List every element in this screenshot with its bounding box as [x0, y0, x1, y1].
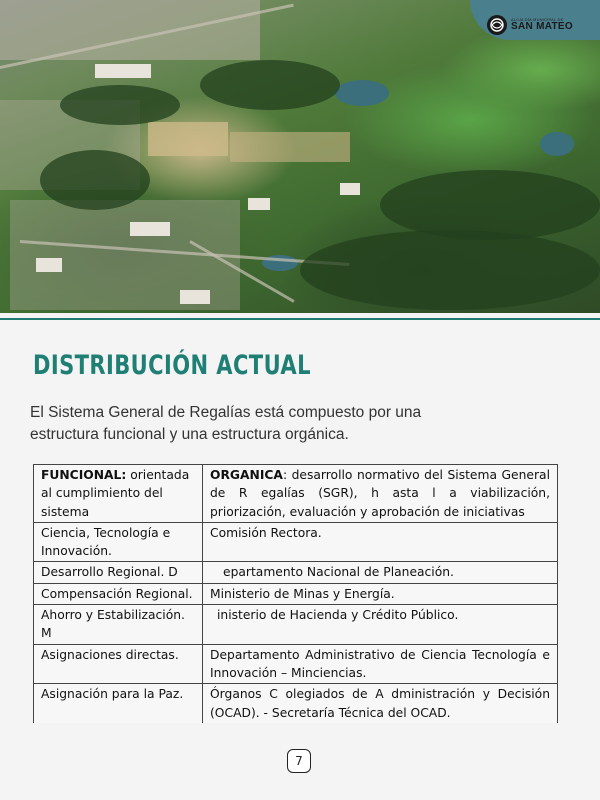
row-functional-cell: Ahorro y Estabilización. M: [34, 605, 203, 645]
header-funcional-label: FUNCIONAL:: [41, 468, 127, 482]
hero-aerial-photo: [0, 0, 600, 313]
header-organica-text: : desarrollo normativo del Sistema General de R egalías (SGR), h asta l a viabilización, priorización, evaluación y aprobación de iniciativas: [210, 468, 550, 519]
row-organic-cell: Departamento Administrativo de Ciencia Tecnología e Innovación – Minciencias.: [203, 644, 558, 684]
header-funcional-text: orientada al cumplimiento del sistema: [41, 468, 190, 519]
table-row: [34, 522, 558, 562]
row-functional-cell: Asignaciones directas.: [34, 644, 203, 684]
row-organic-cell: inisterio de Hacienda y Crédito Público.: [203, 605, 558, 645]
row-organic-cell: Comisión Rectora.: [203, 522, 558, 562]
row-functional-cell: Compensación Regional.: [34, 583, 203, 604]
header-funcional-cell: [34, 465, 203, 523]
table-row: [34, 583, 558, 604]
row-organic-cell: Ministerio de Minas y Energía.: [203, 583, 558, 604]
table-row: [34, 644, 558, 684]
logo-mark-icon: [487, 15, 507, 35]
table-row: [34, 684, 558, 723]
row-functional-cell: Desarrollo Regional. D: [34, 562, 203, 583]
municipal-logo: [487, 13, 587, 37]
header-organica-label: ORGANICA: [210, 468, 283, 482]
table-header-row: [34, 465, 558, 523]
logo-name: SAN MATEO: [511, 21, 573, 32]
page-number: 7: [287, 749, 311, 773]
header-organica-cell: [203, 465, 558, 523]
logo-small-text: ALCALDÍA MUNICIPAL DE: [511, 17, 564, 22]
row-organic-cell: epartamento Nacional de Planeación.: [203, 562, 558, 583]
row-organic-cell: Órganos C olegiados de A dministración y Decisión (OCAD). - Secretaría Técnica del OCAD.: [203, 684, 558, 723]
page-title: DISTRIBUCIÓN ACTUAL: [33, 350, 311, 381]
row-functional-cell: Asignación para la Paz.: [34, 684, 203, 723]
row-functional-cell: Ciencia, Tecnología e Innovación.: [34, 522, 203, 562]
intro-line-1: El Sistema General de Regalías está compuesto por una: [30, 404, 422, 421]
sgr-structure-table: [33, 464, 558, 723]
intro-paragraph: [30, 402, 470, 446]
section-divider: [0, 318, 600, 320]
table-row: [34, 605, 558, 645]
table-row: [34, 562, 558, 583]
intro-line-2: estructura funcional y una estructura orgánica.: [30, 426, 349, 443]
